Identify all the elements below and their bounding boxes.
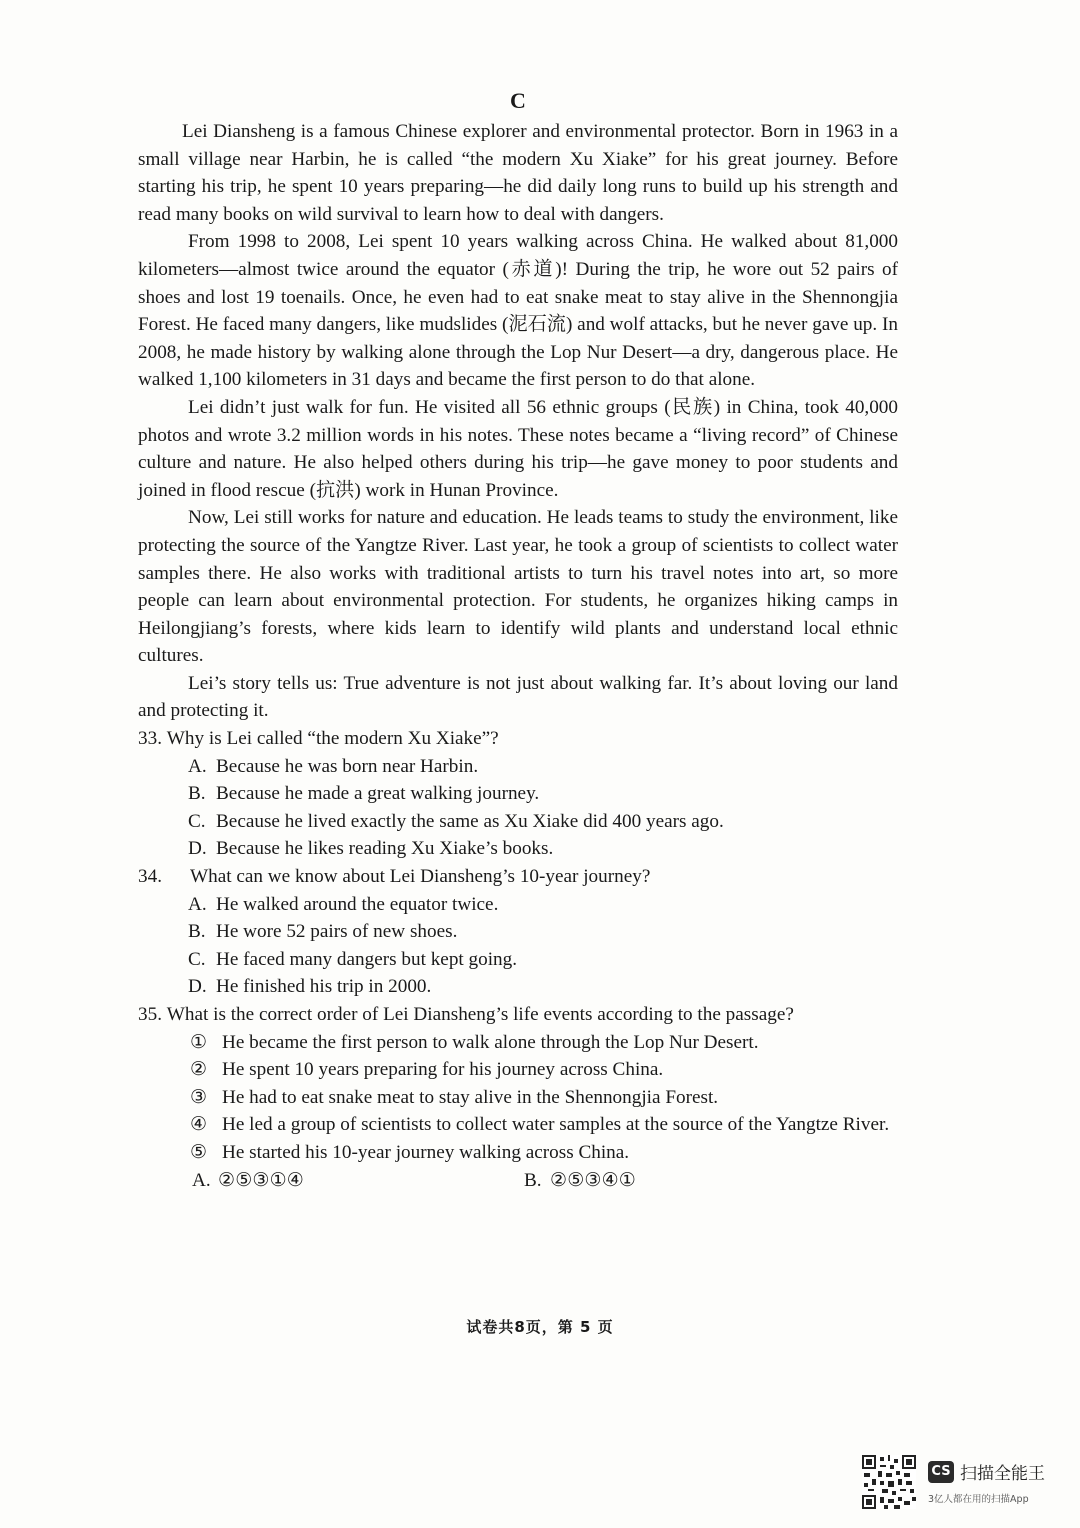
option-33-b[interactable] <box>188 780 898 808</box>
question-number: 35. <box>138 1004 162 1025</box>
option-35-b[interactable] <box>524 1167 856 1195</box>
option-letter: A. <box>192 1169 211 1191</box>
option-letter: D. <box>188 838 207 860</box>
watermark-slogan: 3亿人都在用的扫描App <box>928 1494 1029 1505</box>
event-mark: ⑤ <box>190 1141 208 1163</box>
passage-paragraph-2: From 1998 to 2008, Lei spent 10 years walking across China. He walked about 81,000 kilometers—almost twice around the equator (赤道)! During the trip, he wore out 52 pairs of shoes and lost 19 toenails. Once, he even had to eat snake meat to stay alive in the Shennongjia Forest. He faced many dangers, like mudslides (泥石流) and wolf attacks, but he never gave up. In 2008, he made history by walking alone through the Lop Nur Desert—a dry, dangerous place. He walked 1,100 kilometers in 31 days and became the first person to do that alone. <box>138 231 898 391</box>
option-text: Because he was born near Harbin. <box>216 755 479 777</box>
event-item-1 <box>190 1029 898 1057</box>
option-text: Because he lived exactly the same as Xu Xiake did 400 years ago. <box>216 810 724 832</box>
question-number: 34. <box>138 866 162 888</box>
question-stem: What can we know about Lei Diansheng’s 10-year journey? <box>190 866 651 888</box>
option-text: He finished his trip in 2000. <box>216 976 432 998</box>
question-stem: Why is Lei called “the modern Xu Xiake”? <box>166 728 499 750</box>
event-item-5 <box>190 1139 898 1167</box>
event-text: He started his 10-year journey walking across China. <box>222 1141 630 1163</box>
option-text: He walked around the equator twice. <box>216 893 499 915</box>
option-33-c[interactable] <box>188 808 898 836</box>
option-letter: A. <box>188 755 207 777</box>
event-item-4 <box>190 1111 898 1139</box>
event-mark: ④ <box>190 1114 208 1136</box>
option-text: Because he made a great walking journey. <box>216 783 540 805</box>
question-stem: What is the correct order of Lei Diansheng’s life events according to the passage? <box>166 1004 794 1025</box>
option-letter: B. <box>524 1169 542 1191</box>
event-mark: ③ <box>190 1086 208 1108</box>
option-33-d[interactable] <box>188 835 898 863</box>
option-text: ②⑤③④① <box>550 1169 637 1191</box>
passage-paragraph-5: Lei’s story tells us: True adventure is not just about walking far. It’s about loving our land and protecting it. <box>138 672 898 722</box>
question-number: 33. <box>138 728 162 750</box>
option-34-a[interactable] <box>188 891 898 919</box>
option-letter: D. <box>188 976 207 998</box>
passage-paragraph-4: Now, Lei still works for nature and education. He leads teams to study the environment, like protecting the source of the Yangtze River. Last year, he took a group of scientists to collect water samples there. He also works with traditional artists to turn his travel notes into art, so more people can learn about environmental protection. For students, he organizes hiking camps in Heilongjiang’s forests, where kids learn to identify wild plants and understand local ethnic cultures. <box>138 507 898 667</box>
event-item-2 <box>190 1056 898 1084</box>
option-35-a[interactable] <box>192 1167 524 1195</box>
passage-paragraph-3: Lei didn’t just walk for fun. He visited all 56 ethnic groups (民族) in China, took 40,000 photos and wrote 3.2 million words in his notes. These notes became a “living record” of Chinese culture and nature. He also helped others during his trip—he gave money to poor students and joined in flood rescue (抗洪) work in Hunan Province. <box>138 396 898 501</box>
event-mark: ② <box>190 1059 208 1081</box>
watermark-app-name: 扫描全能王 <box>960 1464 1045 1484</box>
exam-page <box>138 86 898 1194</box>
option-34-d[interactable] <box>188 973 898 1001</box>
option-text: Because he likes reading Xu Xiake’s books. <box>216 838 554 860</box>
scanner-watermark <box>862 1455 1062 1511</box>
qr-code-icon <box>862 1455 916 1509</box>
event-text: He became the first person to walk alone through the Lop Nur Desert. <box>222 1031 759 1053</box>
question-35 <box>138 1001 898 1029</box>
section-title: C <box>510 88 526 113</box>
option-letter: C. <box>188 948 206 970</box>
option-letter: A. <box>188 893 207 915</box>
passage-paragraph-1: Lei Diansheng is a famous Chinese explorer and environmental protector. Born in 1963 in a small village near Harbin, he is called “the modern Xu Xiake” for his great journey. Before starting his trip, he spent 10 years preparing—he did daily long runs to build up his strength and read many books on wild survival to learn how to deal with dangers. <box>138 121 898 225</box>
page-footer: 试卷共8页，第 5 页 <box>466 1318 614 1336</box>
event-text: He led a group of scientists to collect water samples at the source of the Yangtze River. <box>222 1114 890 1136</box>
option-text: He faced many dangers but kept going. <box>216 948 518 970</box>
event-item-3 <box>190 1084 898 1112</box>
option-33-a[interactable] <box>188 753 898 781</box>
event-text: He spent 10 years preparing for his journey across China. <box>222 1059 664 1081</box>
option-letter: B. <box>188 921 206 943</box>
option-letter: B. <box>188 783 206 805</box>
question-33 <box>138 725 898 753</box>
question-34 <box>138 863 898 891</box>
event-mark: ① <box>190 1031 208 1053</box>
option-text: He wore 52 pairs of new shoes. <box>216 921 458 943</box>
option-34-c[interactable] <box>188 946 898 974</box>
option-letter: C. <box>188 810 206 832</box>
cs-logo-icon: CS <box>928 1461 954 1483</box>
option-text: ②⑤③①④ <box>218 1169 305 1191</box>
answer-choices-35 <box>192 1167 898 1195</box>
event-text: He had to eat snake meat to stay alive in the Shennongjia Forest. <box>222 1086 719 1108</box>
option-34-b[interactable] <box>188 918 898 946</box>
